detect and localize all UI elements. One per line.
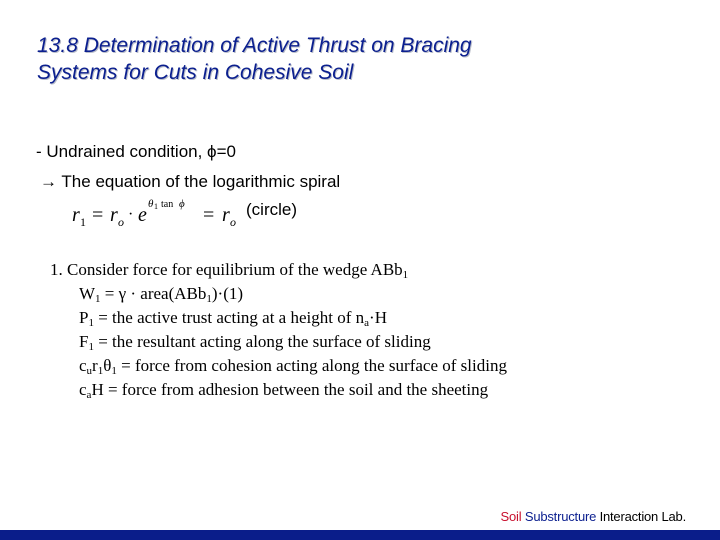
list-item-consider-text: 1. Consider force for equilibrium of the wedge ABb	[50, 260, 403, 279]
subscript: 1	[402, 269, 409, 281]
svg-text:=: =	[203, 204, 215, 226]
spiral-line	[40, 172, 680, 192]
symbol: W	[79, 284, 96, 303]
svg-text:1: 1	[80, 215, 86, 229]
symbol: θ	[103, 356, 112, 375]
svg-text:r: r	[72, 204, 80, 226]
svg-text:o: o	[230, 215, 236, 229]
subscript: 1	[95, 293, 101, 305]
slide-title	[37, 32, 677, 86]
symbol: c	[79, 356, 87, 375]
svg-text:θ: θ	[148, 198, 154, 210]
slide-title-line-1: 13.8 Determination of Active Thrust on Bracing	[37, 34, 472, 57]
resultant-text: = the resultant acting along the surface of sliding	[93, 332, 431, 351]
arrow-icon: →	[40, 172, 57, 191]
svg-text:r: r	[110, 204, 118, 226]
svg-text:r: r	[222, 204, 230, 226]
subscript: 1	[111, 365, 117, 377]
undrained-condition: - Undrained condition, ϕ=0	[36, 142, 236, 161]
symbol: r	[92, 356, 98, 375]
symbol: c	[79, 380, 87, 399]
list-item-active-thrust	[79, 308, 387, 329]
spiral-text: The equation of the logarithmic spiral	[61, 172, 341, 191]
weight-text: = γ · area(ABb	[100, 284, 207, 303]
svg-text:o: o	[118, 215, 124, 229]
svg-text:e: e	[138, 204, 147, 226]
list-item-resultant	[79, 332, 431, 353]
svg-text:ϕ: ϕ	[179, 198, 185, 210]
footer-interaction: Interaction Lab.	[599, 509, 686, 524]
footer-substructure: Substructure	[524, 509, 597, 524]
svg-text:1: 1	[154, 202, 158, 211]
subscript: 1	[88, 317, 94, 329]
lab-footer	[501, 509, 686, 524]
subscript: a	[86, 389, 92, 401]
symbol: P	[79, 308, 89, 327]
subscript: 1	[97, 365, 104, 377]
spiral-equation-graphic	[68, 195, 243, 231]
list-item-consider	[50, 260, 408, 281]
slide-title-line-2: Systems for Cuts in Cohesive Soil	[37, 61, 354, 84]
subscript: 1	[206, 293, 212, 305]
bottom-bar	[0, 530, 720, 540]
adhesion-text: H = force from adhesion between the soil and the sheeting	[91, 380, 489, 399]
footer-soil: Soil	[500, 509, 522, 524]
subscript: a	[364, 317, 370, 329]
svg-text:·: ·	[128, 206, 134, 223]
list-item-weight	[79, 284, 243, 305]
svg-text:=: =	[92, 204, 104, 226]
svg-text:tan: tan	[161, 199, 174, 210]
spiral-equation	[68, 195, 243, 237]
subscript: 1	[88, 341, 94, 353]
cohesion-text: = force from cohesion acting along the surface of sliding	[116, 356, 507, 375]
list-item-cohesion	[79, 356, 507, 377]
list-item-adhesion	[79, 380, 488, 401]
subscript: u	[86, 365, 93, 377]
weight-tail: )·(1)	[211, 284, 244, 303]
active-thrust-tail: ·H	[369, 308, 387, 327]
active-thrust-text: = the active trust acting at a height of n	[93, 308, 365, 327]
symbol: F	[79, 332, 89, 351]
circle-note: (circle)	[246, 200, 297, 219]
